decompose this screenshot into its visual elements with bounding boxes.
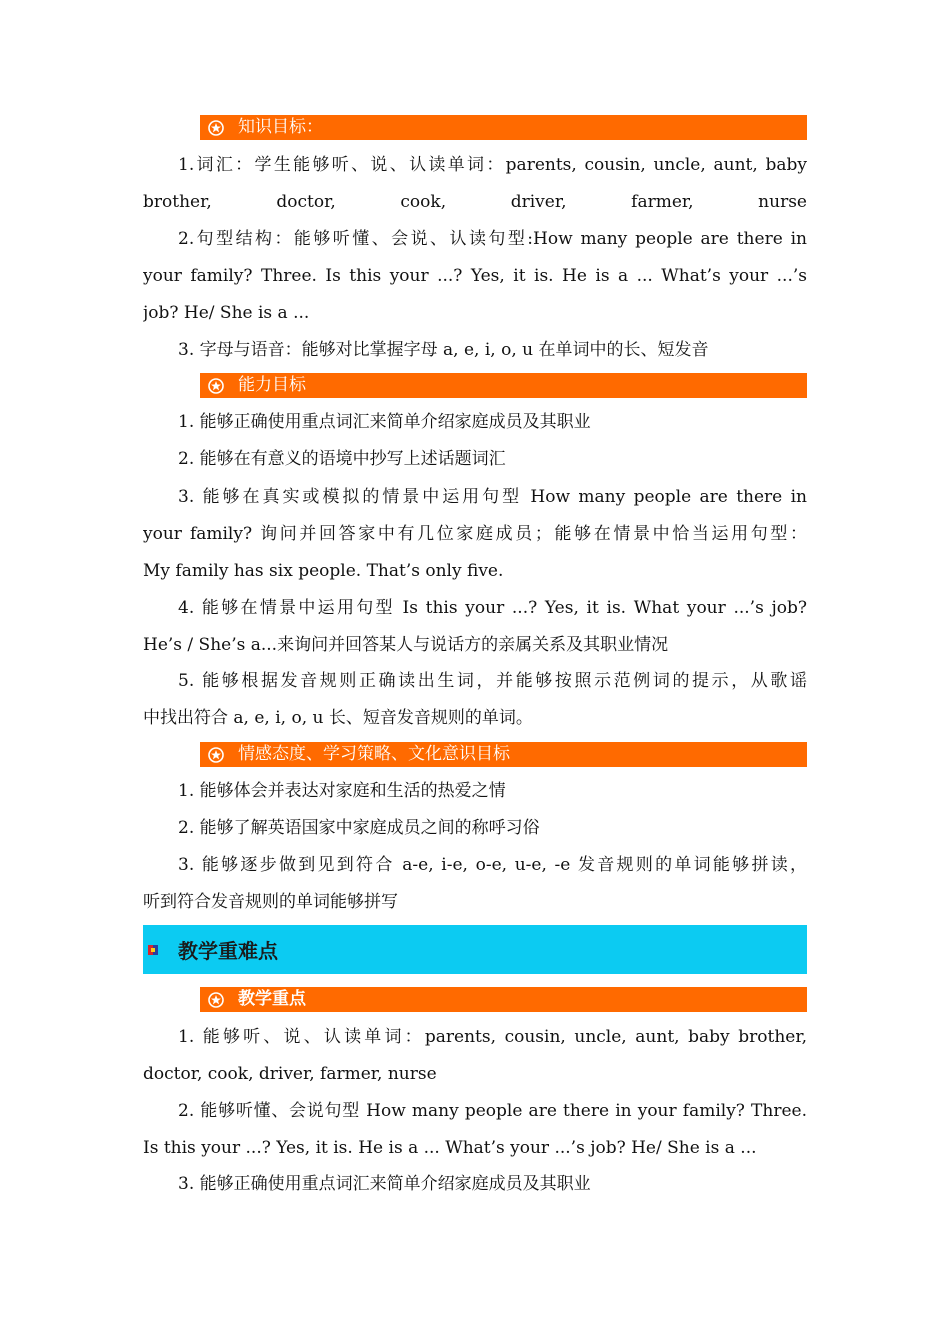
paragraph-line: 1. 能够正确使用重点词汇来简单介绍家庭成员及其职业	[178, 412, 591, 432]
paragraph-line: your family? 询问并回答家中有几位家庭成员；能够在情景中恰当运用句型：	[143, 524, 807, 544]
star-circle-icon	[208, 747, 224, 763]
paragraph-line: 1.词汇：学生能够听、说、认读单词：parents, cousin, uncle, aunt, baby	[178, 155, 807, 175]
paragraph-line: My family has six people. That’s only five.	[143, 561, 504, 581]
paragraph-line: 3. 字母与语音：能够对比掌握字母 a, e, i, o, u 在单词中的长、短发音	[178, 340, 709, 360]
section-title: 教学重难点	[178, 939, 278, 963]
paragraph-line: 1. 能够听、说、认读单词：parents, cousin, uncle, aunt, baby brother,	[178, 1027, 807, 1047]
bar-heading: 情感态度、学习策略、文化意识目标	[238, 744, 510, 764]
paragraph-line: 听到符合发音规则的单词能够拼写	[143, 892, 398, 912]
paragraph-line: 1. 能够体会并表达对家庭和生活的热爱之情	[178, 781, 506, 801]
paragraph-line: Is this your ...? Yes, it is. He is a ... What’s your ...’s job? He/ She is a ...	[143, 1138, 757, 1158]
bar-heading: 能力目标	[238, 375, 306, 395]
paragraph-line: 3. 能够正确使用重点词汇来简单介绍家庭成员及其职业	[178, 1174, 591, 1194]
section-header-difficulty	[143, 925, 807, 974]
paragraph-line: 4. 能够在情景中运用句型 Is this your ...? Yes, it is. What your ...’s job?	[178, 598, 807, 618]
paragraph-line: 2. 能够听懂、会说句型 How many people are there in your family? Three.	[178, 1101, 807, 1121]
bookmark-icon	[146, 943, 160, 957]
paragraph-line: 2.句型结构：能够听懂、会说、认读句型:How many people are there in	[178, 229, 807, 249]
paragraph-line: job? He/ She is a ...	[143, 303, 310, 323]
paragraph-line: 2. 能够在有意义的语境中抄写上述话题词汇	[178, 449, 506, 469]
ability-goals-bar	[200, 373, 807, 398]
paragraph-line: brother, doctor, cook, driver, farmer, nurse	[143, 192, 807, 212]
paragraph-line: He’s / She’s a...来询问并回答某人与说话方的亲属关系及其职业情况	[143, 635, 669, 655]
paragraph-line: your family? Three. Is this your ...? Yes, it is. He is a ... What’s your ...’s	[143, 266, 807, 286]
paragraph-line: 5. 能够根据发音规则正确读出生词，并能够按照示范例词的提示，从歌谣	[178, 671, 807, 691]
star-circle-icon	[208, 992, 224, 1008]
key-points-bar	[200, 987, 807, 1012]
bar-heading: 教学重点	[238, 989, 306, 1009]
paragraph-line: doctor, cook, driver, farmer, nurse	[143, 1064, 437, 1084]
knowledge-goals-bar	[200, 115, 807, 140]
paragraph-line: 3. 能够逐步做到见到符合 a-e, i-e, o-e, u-e, -e 发音规则的单词能够拼读，	[178, 855, 807, 875]
paragraph-line: 2. 能够了解英语国家中家庭成员之间的称呼习俗	[178, 818, 540, 838]
star-circle-icon	[208, 378, 224, 394]
emotion-goals-bar	[200, 742, 807, 767]
bar-heading: 知识目标：	[238, 117, 323, 137]
paragraph-line: 中找出符合 a, e, i, o, u 长、短音发音规则的单词。	[143, 708, 533, 728]
paragraph-line: 3. 能够在真实或模拟的情景中运用句型 How many people are there in	[178, 487, 807, 507]
star-circle-icon	[208, 120, 224, 136]
